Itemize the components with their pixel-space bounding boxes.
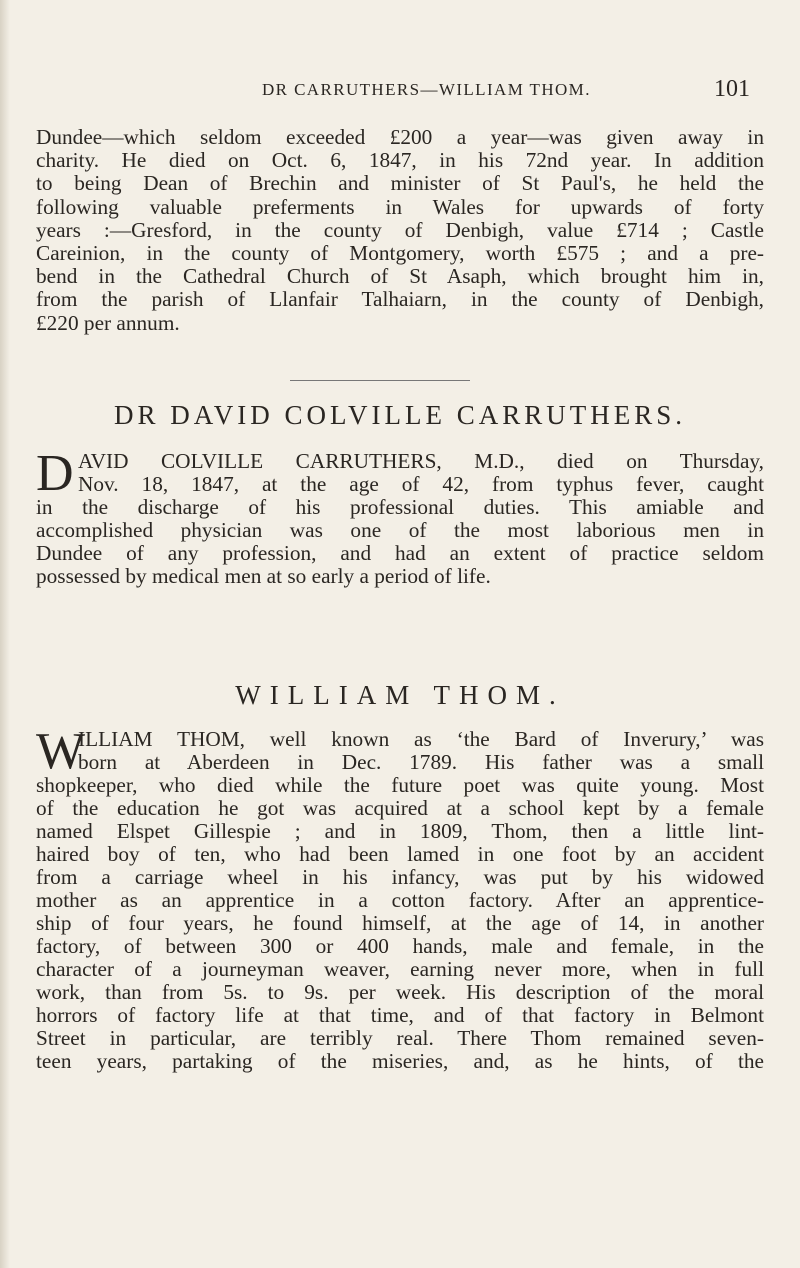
- text-line: £220 per annum.: [36, 310, 180, 335]
- paragraph-2: [36, 445, 764, 588]
- text-line: from a carriage wheel in his infancy, was put by his widowed: [36, 865, 764, 889]
- text-line: shopkeeper, who died while the future poet was quite young. Most: [36, 773, 764, 797]
- paragraph-1: [36, 126, 764, 335]
- section-divider: [290, 380, 470, 381]
- text-line: accomplished physician was one of the most laborious men in: [36, 518, 764, 542]
- text-line: bend in the Cathedral Church of St Asaph, which brought him in,: [36, 264, 764, 289]
- text-line: horrors of factory life at that time, and of that factory in Belmont: [36, 1003, 764, 1027]
- text-line: Street in particular, are terribly real. There Thom remained seven-: [36, 1026, 764, 1050]
- running-head-title: DR CARRUTHERS—WILLIAM THOM.: [262, 80, 591, 99]
- text-line: work, than from 5s. to 9s. per week. His description of the moral: [36, 980, 764, 1004]
- text-line: Dundee of any profession, and had an extent of practice seldom: [36, 541, 764, 565]
- text-line: teen years, partaking of the miseries, and, as he hints, of the: [36, 1049, 764, 1073]
- page-edge-shadow: [0, 0, 10, 1268]
- text-line: factory, of between 300 or 400 hands, male and female, in the: [36, 934, 764, 958]
- section-heading-thom: WILLIAM THOM.: [235, 680, 565, 710]
- text-line: ship of four years, he found himself, at the age of 14, in another: [36, 911, 764, 935]
- dropcap-container: [36, 445, 764, 502]
- text-line: born at Aberdeen in Dec. 1789. His father was a small: [78, 750, 764, 774]
- text-line: named Elspet Gillespie ; and in 1809, Thom, then a little lint-: [36, 819, 764, 843]
- text-line: following valuable preferments in Wales for upwards of forty: [36, 194, 764, 219]
- drop-cap: D: [36, 445, 74, 502]
- text-line: Dundee—which seldom exceeded £200 a year—was given away in: [36, 125, 764, 149]
- text-line: mother as an apprentice in a cotton factory. After an apprentice-: [36, 888, 764, 912]
- text-line: AVID COLVILLE CARRUTHERS, M.D., died on Thursday,: [78, 449, 764, 473]
- text-line: in the discharge of his professional duties. This amiable and: [36, 495, 764, 519]
- text-line: from the parish of Llanfair Talhaiarn, in the county of Denbigh,: [36, 287, 764, 312]
- section-heading-carruthers: DR DAVID COLVILLE CARRUTHERS.: [113, 400, 687, 430]
- dropcap-container: [36, 723, 764, 780]
- text-line: charity. He died on Oct. 6, 1847, in his 72nd year. In addition: [36, 148, 764, 173]
- text-line: possessed by medical men at so early a period of life.: [36, 564, 491, 588]
- text-line: of the education he got was acquired at a school kept by a female: [36, 796, 764, 820]
- text-line: ILLIAM THOM, well known as ‘the Bard of Inverury,’ was: [78, 727, 764, 751]
- drop-cap: W: [36, 723, 86, 780]
- text-line: character of a journeyman weaver, earning never more, when in full: [36, 957, 764, 981]
- paragraph-3: [36, 723, 764, 1073]
- text-line: haired boy of ten, who had been lamed in one foot by an accident: [36, 842, 764, 866]
- text-line: years :—Gresford, in the county of Denbigh, value £714 ; Castle: [36, 217, 764, 242]
- page-number: 101: [714, 76, 750, 102]
- running-head: [0, 76, 800, 112]
- text-line: Nov. 18, 1847, at the age of 42, from typhus fever, caught: [78, 472, 764, 496]
- text-line: to being Dean of Brechin and minister of St Paul's, he held the: [36, 171, 764, 196]
- text-line: Careinion, in the county of Montgomery, worth £575 ; and a pre-: [36, 240, 764, 265]
